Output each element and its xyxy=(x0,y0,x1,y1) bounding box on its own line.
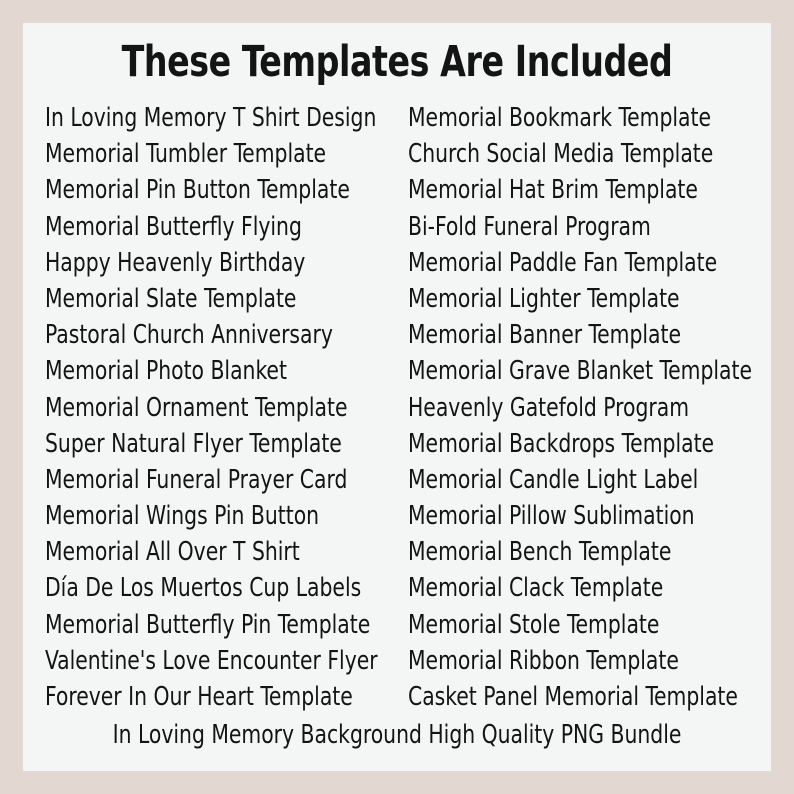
list-item: Memorial Candle Light Label xyxy=(408,464,699,495)
list-item: Memorial Banner Template xyxy=(408,320,682,351)
list-item: Memorial Butterfly Flying xyxy=(45,211,302,242)
list-item: Memorial Butterfly Pin Template xyxy=(45,609,371,640)
bundle-footer-text: In Loving Memory Background High Quality PNG Bundle xyxy=(112,720,682,750)
right-template-list xyxy=(408,100,794,715)
list-item: Memorial All Over T Shirt xyxy=(45,537,300,568)
list-item: In Loving Memory T Shirt Design xyxy=(45,103,377,133)
list-item: Super Natural Flyer Template xyxy=(45,428,342,459)
list-item: Día De Los Muertos Cup Labels xyxy=(45,573,362,604)
list-item: Casket Panel Memorial Template xyxy=(408,682,738,712)
page-title: These Templates Are Included xyxy=(121,37,673,87)
list-item: Memorial Hat Brim Template xyxy=(408,175,698,206)
list-item: Forever In Our Heart Template xyxy=(45,682,353,712)
list-item: Memorial Photo Blanket xyxy=(45,356,287,387)
templates-panel xyxy=(23,23,771,771)
list-item: Church Social Media Template xyxy=(408,139,714,170)
list-item: Memorial Grave Blanket Template xyxy=(408,356,753,387)
list-item: Memorial Funeral Prayer Card xyxy=(45,464,348,495)
list-item: Memorial Tumbler Template xyxy=(45,139,327,170)
list-item: Pastoral Church Anniversary xyxy=(45,320,333,351)
list-item: Valentine's Love Encounter Flyer xyxy=(45,645,378,676)
list-item: Memorial Slate Template xyxy=(45,283,297,314)
list-item: Memorial Bench Template xyxy=(408,537,672,568)
list-item: Bi-Fold Funeral Program xyxy=(408,211,651,242)
list-item: Memorial Paddle Fan Template xyxy=(408,247,718,278)
list-item: Memorial Clack Template xyxy=(408,573,664,604)
list-item: Memorial Pillow Sublimation xyxy=(408,501,695,532)
list-item: Memorial Backdrops Template xyxy=(408,428,715,459)
left-template-list xyxy=(45,100,427,715)
list-item: Memorial Ornament Template xyxy=(45,392,348,423)
list-item: Memorial Stole Template xyxy=(408,609,660,640)
list-item: Memorial Ribbon Template xyxy=(408,645,679,676)
list-item: Memorial Lighter Template xyxy=(408,283,680,314)
list-item: Happy Heavenly Birthday xyxy=(45,247,306,278)
list-item: Heavenly Gatefold Program xyxy=(408,392,690,423)
list-item: Memorial Wings Pin Button xyxy=(45,501,320,532)
list-item: Memorial Bookmark Template xyxy=(408,103,711,133)
list-item: Memorial Pin Button Template xyxy=(45,175,350,206)
